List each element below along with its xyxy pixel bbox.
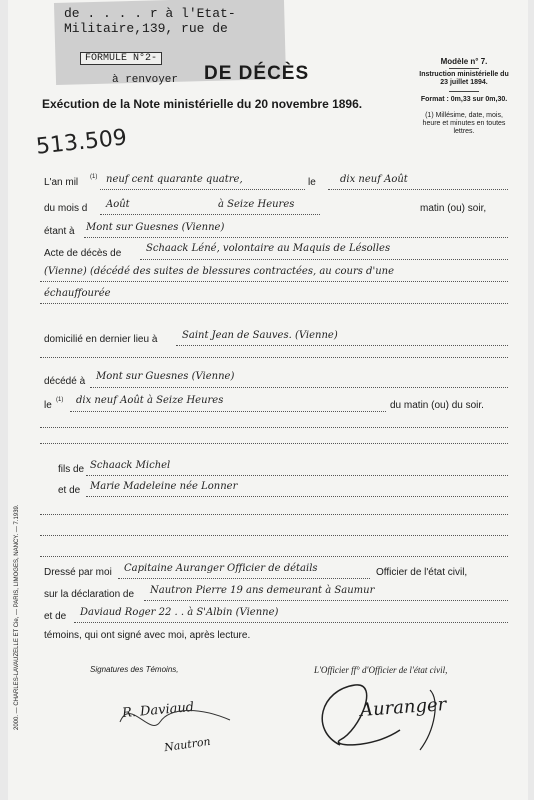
blank-rule-2 — [40, 427, 508, 428]
le-rule — [328, 189, 508, 190]
etant-rule — [84, 237, 508, 238]
le2-rule — [70, 411, 386, 412]
decede-label: décédé à — [44, 376, 86, 387]
le2-value: dix neuf Août à Seize Heures — [76, 395, 224, 406]
decede-rule — [90, 387, 508, 388]
model-info-block — [418, 58, 510, 136]
declaration-rule — [144, 600, 508, 601]
page-title: DE DÉCÈS — [204, 63, 310, 84]
page-subtitle: Exécution de la Note ministérielle du 20 novembre 1896. — [42, 97, 363, 111]
scrap-line-1: de . . . . r à l'Etat- — [64, 6, 236, 21]
decede-value: Mont sur Guesnes (Vienne) — [96, 371, 235, 382]
acte-rule-3 — [40, 303, 508, 304]
acte-line-3: échauffourée — [44, 288, 111, 299]
domicile-rule — [176, 345, 508, 346]
et2-value: Daviaud Roger 22 . . à S'Albin (Vienne) — [80, 607, 279, 618]
blank-rule-4 — [40, 514, 508, 515]
model-format: Format : 0m,33 sur 0m,30. — [420, 96, 508, 103]
heure-value: à Seize Heures — [218, 199, 295, 210]
mois-value: Août — [106, 199, 130, 210]
scrap-line-2: Militaire,139, rue de — [64, 21, 228, 36]
mois-label: du mois d — [44, 203, 88, 214]
acte-label: Acte de décès de — [44, 248, 122, 259]
model-instruction: Instruction ministérielle du 23 juillet 1894. — [419, 71, 509, 86]
acte-value: Schaack Léné, volontaire au Maquis de Lésolles — [146, 243, 391, 254]
domicile-value: Saint Jean de Sauves. (Vienne) — [182, 330, 338, 341]
signature-officier-label: L'Officier ff° d'Officier de l'état civil, — [314, 665, 448, 675]
fils-rule — [86, 475, 508, 476]
blank-rule-5 — [40, 535, 508, 536]
acte-line-2: (Vienne) (décédé des suites de blessures contractées, au cours d'une — [44, 266, 395, 277]
model-number: Modèle n° 7. — [440, 57, 488, 66]
footnote-marker-2: (1) — [56, 397, 64, 403]
model-divider — [449, 68, 479, 69]
matin-soir-2-label: du matin (ou) du soir. — [390, 400, 484, 411]
model-note: (1) Millésime, date, mois, heure et minutes en toutes lettres. — [422, 112, 506, 135]
blank-rule-1 — [40, 357, 508, 358]
temoins-text: témoins, qui ont signé avec moi, après lecture. — [44, 630, 251, 641]
declaration-label: sur la déclaration de — [44, 589, 135, 600]
blank-rule-3 — [40, 443, 508, 444]
file-number: 513.509 — [34, 125, 129, 160]
an-rule — [100, 189, 305, 190]
signatures-temoins-label: Signatures des Témoins, — [90, 665, 179, 674]
et2-rule — [74, 622, 508, 623]
temoin-signature-flourish — [110, 692, 240, 742]
le-label: le — [308, 177, 316, 188]
dresse-value: Capitaine Auranger Officier de détails — [124, 563, 318, 574]
model-divider-2 — [449, 91, 479, 92]
renvoyer-text: à renvoyer — [112, 74, 179, 86]
fils-label: fils de — [58, 464, 85, 475]
officier-signature-flourish — [300, 670, 460, 760]
matin-soir-label: matin (ou) soir, — [420, 203, 487, 214]
et-de-rule — [86, 496, 508, 497]
et-de-value: Marie Madeleine née Lonner — [90, 481, 238, 492]
formule-number-box: FORMULE N°2- — [80, 52, 162, 65]
blank-rule-6 — [40, 556, 508, 557]
et2-label: et de — [44, 611, 67, 622]
side-printer-imprint: 2000. — CHARLES-LAVAUZELLE ET Cie, — PARIS, LIMOGES, NANCY. — 7.1939. — [14, 504, 20, 730]
dresse-rule — [118, 578, 370, 579]
domicile-label: domicilié en dernier lieu à — [44, 334, 158, 345]
officier-signature: Auranger — [359, 694, 447, 721]
officier-label: Officier de l'état civil, — [376, 567, 468, 578]
mois-rule — [100, 214, 320, 215]
le-value: dix neuf Août — [340, 174, 408, 185]
fils-value: Schaack Michel — [90, 460, 171, 471]
temoin-2-signature: Nautron — [163, 734, 212, 755]
declaration-value: Nautron Pierre 19 ans demeurant à Saumur — [150, 585, 375, 596]
et-de-label: et de — [58, 485, 81, 496]
le2-label: le — [44, 400, 52, 411]
acte-rule — [140, 259, 508, 260]
acte-rule-2 — [40, 281, 508, 282]
temoin-1-signature: R. Daviaud — [121, 699, 195, 722]
footnote-marker-1: (1) — [90, 174, 98, 180]
etant-value: Mont sur Guesnes (Vienne) — [86, 222, 225, 233]
an-label: L'an mil — [44, 177, 79, 188]
an-value: neuf cent quarante quatre, — [106, 174, 243, 185]
dresse-label: Dressé par moi — [44, 567, 112, 578]
etant-label: étant à — [44, 226, 75, 237]
